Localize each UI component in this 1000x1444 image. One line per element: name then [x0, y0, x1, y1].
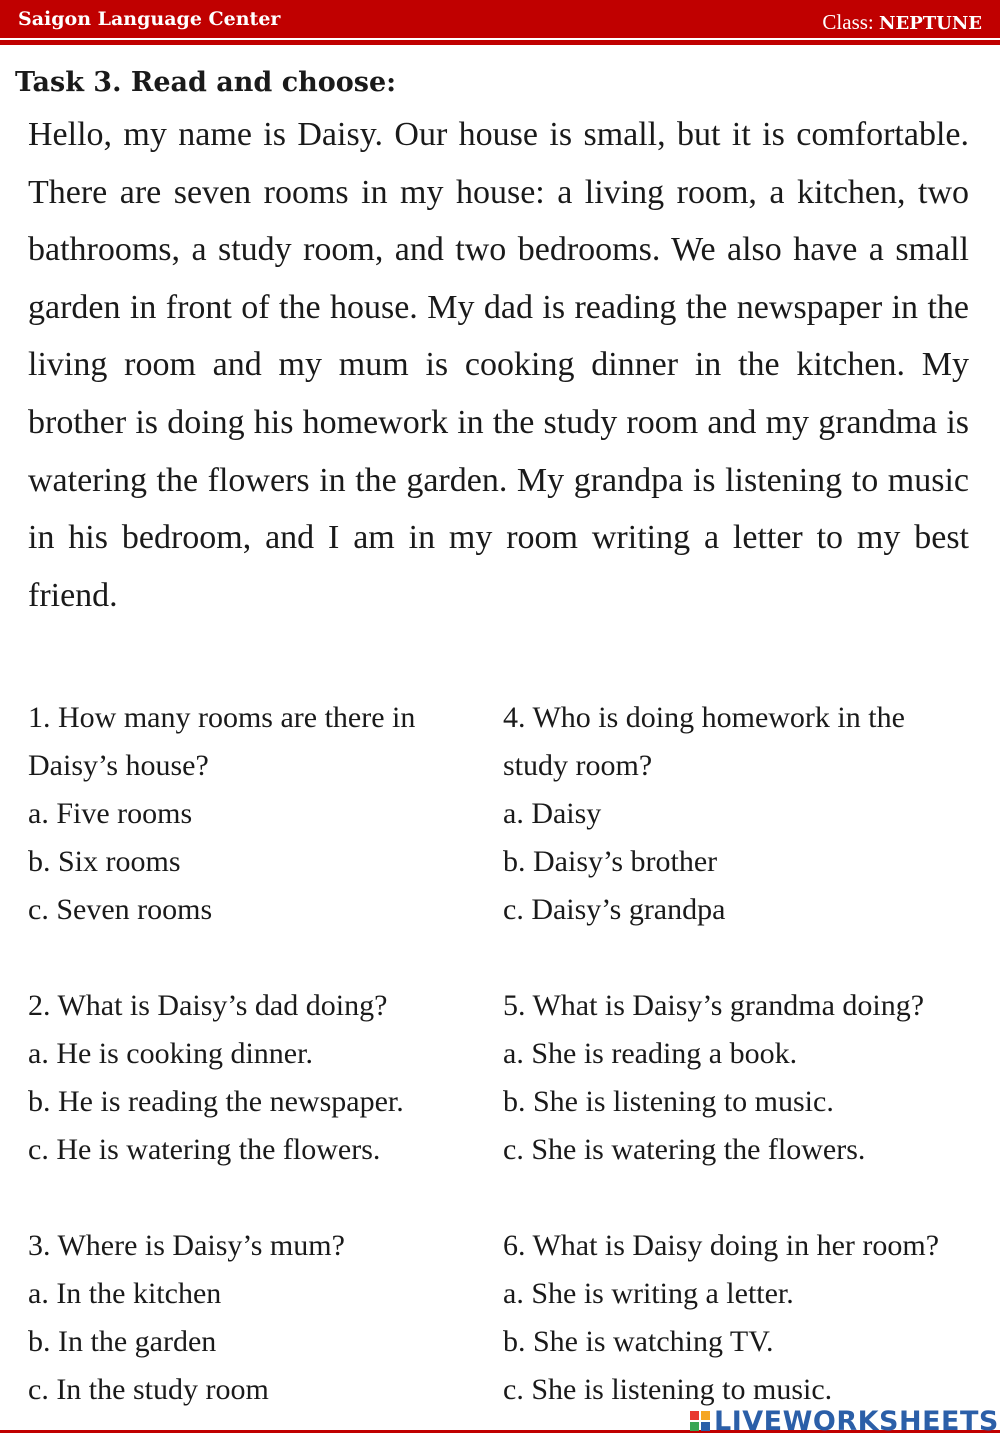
logo-icon [690, 1411, 710, 1431]
class-name: NEPTUNE [879, 13, 982, 34]
question-text: 3. Where is Daisy’s mum? [28, 1229, 345, 1262]
option-c[interactable]: c. Seven rooms [28, 893, 213, 926]
question-5 [503, 982, 993, 1174]
question-text: 2. What is Daisy’s dad doing? [28, 989, 388, 1022]
question-6 [503, 1222, 993, 1414]
question-2 [28, 982, 498, 1174]
question-3 [28, 1222, 498, 1414]
class-label: Class: [822, 10, 874, 34]
option-a[interactable]: a. In the kitchen [28, 1277, 222, 1310]
option-a[interactable]: a. He is cooking dinner. [28, 1037, 313, 1070]
reading-passage: Hello, my name is Daisy. Our house is small, but it is comfortable. There are seven rooms in my house: a living room, a kitchen, two bathrooms, a study room, and two bedrooms. We also have a small garden in front of the house. My dad is reading the newspaper in the living room and my mum is cooking dinner in the kitchen. My brother is doing his homework in the study room and my grandma is watering the flowers in the garden. My grandpa is listening to music in his bedroom, and I am in my room writing a letter to my best friend. [28, 116, 969, 614]
logo-square-orange [701, 1411, 710, 1420]
question-text: 1. How many rooms are there in Daisy’s house? [28, 701, 416, 782]
logo-text: LIVEWORKSHEETS [714, 1405, 999, 1437]
question-text: 5. What is Daisy’s grandma doing? [503, 989, 925, 1022]
header-bar [0, 0, 1000, 38]
logo-square-red [690, 1411, 699, 1420]
question-text: 4. Who is doing homework in the study room? [503, 701, 905, 782]
option-b[interactable]: b. She is listening to music. [503, 1085, 834, 1118]
option-c[interactable]: c. Daisy’s grandpa [503, 893, 726, 926]
option-b[interactable]: b. She is watching TV. [503, 1325, 774, 1358]
option-a[interactable]: a. Daisy [503, 797, 602, 830]
class-info [822, 10, 982, 35]
question-4 [503, 694, 993, 934]
question-text: 6. What is Daisy doing in her room? [503, 1229, 940, 1262]
option-b[interactable]: b. Six rooms [28, 845, 181, 878]
option-b[interactable]: b. He is reading the newspaper. [28, 1085, 404, 1118]
option-b[interactable]: b. Daisy’s brother [503, 845, 718, 878]
logo-square-blue [701, 1422, 710, 1431]
header-divider [0, 40, 1000, 45]
option-c[interactable]: c. She is listening to music. [503, 1373, 833, 1406]
option-a[interactable]: a. She is reading a book. [503, 1037, 798, 1070]
option-c[interactable]: c. He is watering the flowers. [28, 1133, 381, 1166]
option-c[interactable]: c. She is watering the flowers. [503, 1133, 866, 1166]
option-b[interactable]: b. In the garden [28, 1325, 217, 1358]
school-name: Saigon Language Center [18, 8, 281, 30]
option-c[interactable]: c. In the study room [28, 1373, 269, 1406]
option-a[interactable]: a. Five rooms [28, 797, 193, 830]
logo-square-green [690, 1422, 699, 1431]
option-a[interactable]: a. She is writing a letter. [503, 1277, 794, 1310]
question-1 [28, 694, 498, 934]
liveworksheets-logo [690, 1404, 999, 1438]
task-title: Task 3. Read and choose: [15, 67, 397, 98]
